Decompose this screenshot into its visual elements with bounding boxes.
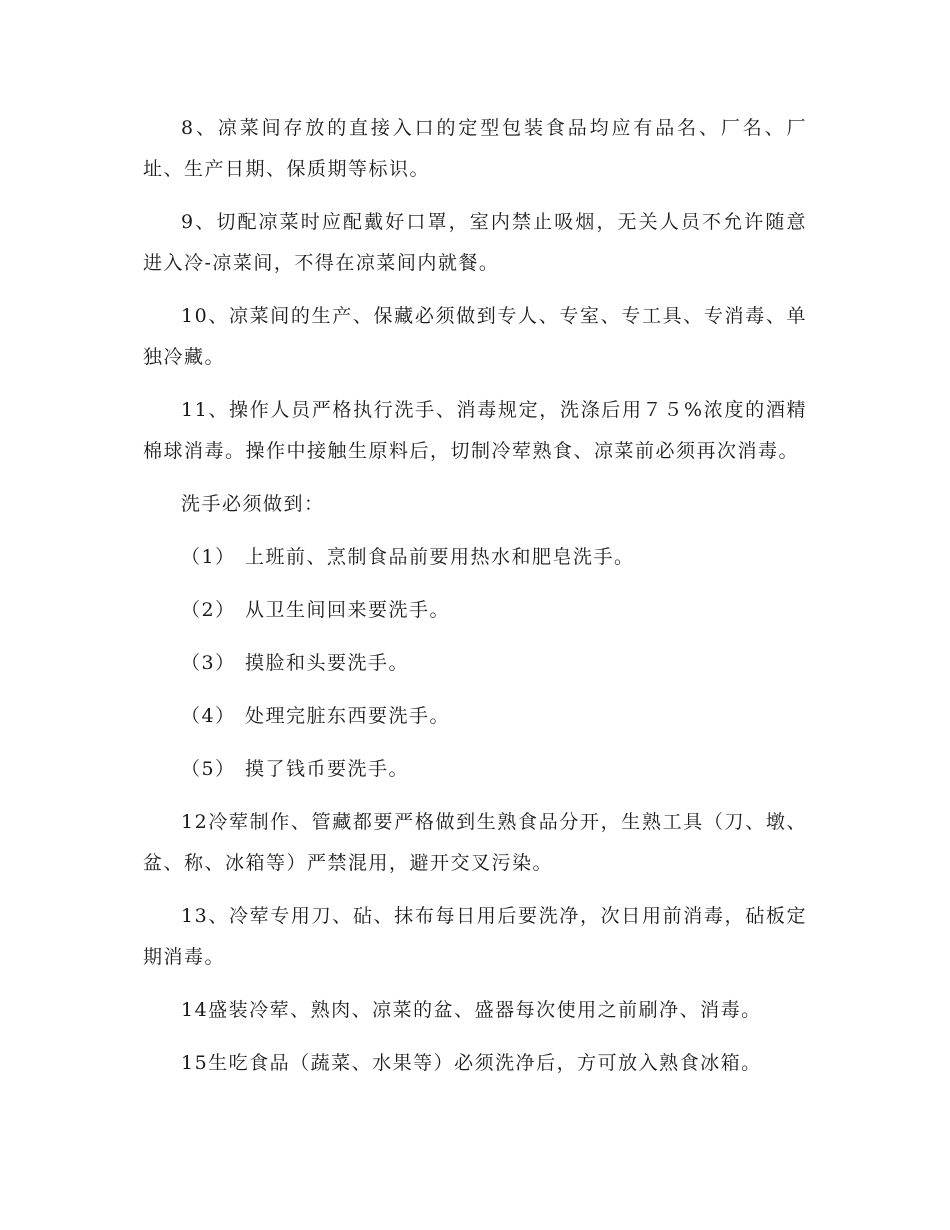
paragraph-item-11: 11、操作人员严格执行洗手、消毒规定，洗涤后用７５%浓度的酒精棉球消毒。操作中接触生原料后，切制冷荤熟食、凉菜前必须再次消毒。 <box>143 399 807 462</box>
paragraph-item-12: 12冷荤制作、管藏都要严格做到生熟食品分开，生熟工具（刀、墩、盆、称、冰箱等）严禁混用，避开交叉污染。 <box>143 811 807 874</box>
list-item-text: 处理完脏东西要洗手。 <box>245 705 451 727</box>
handwash-heading: 洗手必须做到： <box>181 493 325 515</box>
list-item-number: （3） <box>181 652 236 674</box>
document-page <box>143 108 807 1096</box>
paragraph-item-14: 14盛装冷荤、熟肉、凉菜的盆、盛器每次使用之前刷净、消毒。 <box>181 999 762 1021</box>
handwash-list-item <box>143 537 807 578</box>
paragraph-item-15: 15生吃食品（蔬菜、水果等）必须洗净后，方可放入熟食冰箱。 <box>181 1052 762 1074</box>
handwash-list-item <box>143 643 807 684</box>
list-item-number: （5） <box>181 758 236 780</box>
list-item-text: 摸脸和头要洗手。 <box>245 652 410 674</box>
handwash-list-item <box>143 696 807 737</box>
list-item-number: （4） <box>181 705 236 727</box>
handwash-list-item <box>143 590 807 631</box>
list-item-number: （2） <box>181 599 236 621</box>
list-item-number: （1） <box>181 546 236 568</box>
paragraph-item-9: 9、切配凉菜时应配戴好口罩，室内禁止吸烟，无关人员不允许随意进入冷-凉菜间，不得在凉菜间内就餐。 <box>143 211 807 274</box>
list-item-text: 摸了钱币要洗手。 <box>245 758 410 780</box>
list-item-text: 从卫生间回来要洗手。 <box>245 599 451 621</box>
paragraph-item-13: 13、冷荤专用刀、砧、抹布每日用后要洗净，次日用前消毒，砧板定期消毒。 <box>143 905 807 968</box>
list-item-text: 上班前、烹制食品前要用热水和肥皂洗手。 <box>245 546 635 568</box>
handwash-list-item <box>143 749 807 790</box>
paragraph-item-8: 8、凉菜间存放的直接入口的定型包装食品均应有品名、厂名、厂址、生产日期、保质期等标识。 <box>143 117 807 180</box>
paragraph-item-10: 10、凉菜间的生产、保藏必须做到专人、专室、专工具、专消毒、单独冷藏。 <box>143 305 807 368</box>
